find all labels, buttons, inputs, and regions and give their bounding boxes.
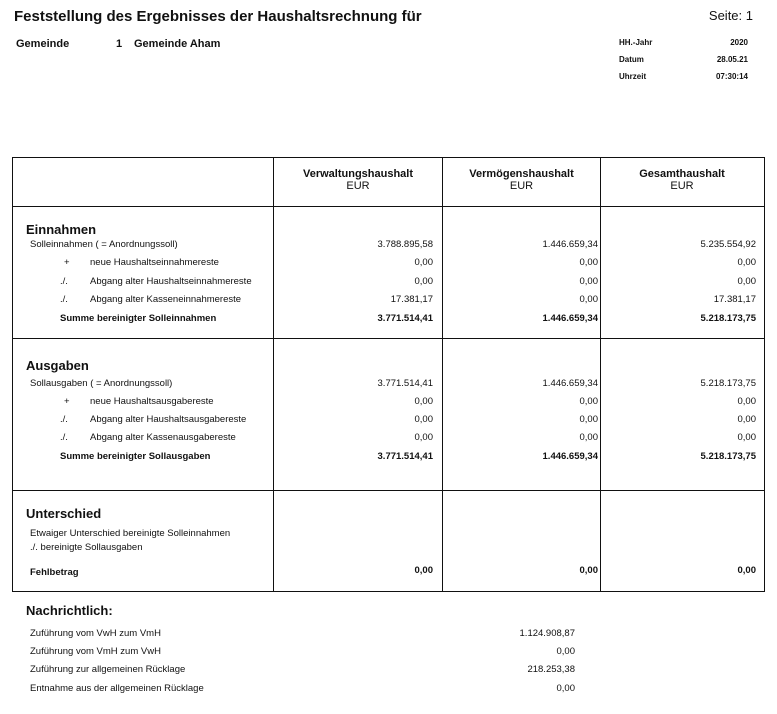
value-cell: 1.446.659,34 xyxy=(542,378,598,389)
meta-value-year: 2020 xyxy=(730,38,748,47)
row-prefix: + xyxy=(64,396,70,407)
value-cell: 0,00 xyxy=(414,432,433,443)
value-cell: 17.381,17 xyxy=(713,294,756,305)
column-unit: EUR xyxy=(670,180,694,192)
column-unit: EUR xyxy=(509,180,534,192)
value-cell: 5.218.173,75 xyxy=(700,378,756,389)
row-label: neue Haushaltseinnahmereste xyxy=(90,257,219,268)
row-label: Abgang alter Kasseneinnahmereste xyxy=(90,294,242,305)
row-prefix: ./. xyxy=(60,432,68,443)
value-cell: 0,00 xyxy=(579,276,598,287)
unterschied-text: ./. bereinigte Sollausgaben xyxy=(30,542,143,553)
row-prefix: ./. xyxy=(60,414,68,425)
gemeinde-number: 1 xyxy=(116,38,123,50)
column-header-verwaltung xyxy=(274,168,442,192)
row-label: Abgang alter Haushaltseinnahmereste xyxy=(90,276,252,287)
page-title: Feststellung des Ergebnisses der Haushaltsrechnung für xyxy=(14,8,422,25)
column-title: Gesamthaushalt xyxy=(639,168,725,180)
note-value: 0,00 xyxy=(556,683,575,694)
sum-label: Summe bereinigter Sollausgaben xyxy=(60,451,211,462)
value-cell: 0,00 xyxy=(579,414,598,425)
meta-label-time: Uhrzeit xyxy=(619,72,647,81)
row-label: Abgang alter Haushaltsausgabereste xyxy=(90,414,247,425)
value-cell: 17.381,17 xyxy=(390,294,433,305)
value-cell: 0,00 xyxy=(737,414,756,425)
value-cell: 3.771.514,41 xyxy=(377,378,433,389)
row-divider xyxy=(12,206,764,207)
value-cell: 0,00 xyxy=(737,432,756,443)
column-unit: EUR xyxy=(346,180,370,192)
column-title: Verwaltungshaushalt xyxy=(302,168,414,180)
value-cell: 0,00 xyxy=(414,257,433,268)
column-divider xyxy=(273,157,274,591)
row-divider xyxy=(12,490,764,491)
column-header-gesamt xyxy=(601,168,763,192)
note-value: 1.124.908,87 xyxy=(519,628,575,639)
value-cell: 0,00 xyxy=(414,414,433,425)
sum-value: 1.446.659,34 xyxy=(542,451,598,462)
value-cell: 0,00 xyxy=(579,432,598,443)
value-cell: 0,00 xyxy=(414,276,433,287)
column-divider xyxy=(442,157,443,591)
value-cell: 1.446.659,34 xyxy=(542,239,598,250)
sum-value: 5.218.173,75 xyxy=(700,451,756,462)
note-value: 218.253,38 xyxy=(527,664,575,675)
note-label: Zuführung vom VmH zum VwH xyxy=(30,646,161,657)
value-cell: 0,00 xyxy=(737,276,756,287)
page-number: Seite: 1 xyxy=(708,8,753,23)
row-prefix: ./. xyxy=(60,294,68,305)
note-label: Zuführung zur allgemeinen Rücklage xyxy=(30,664,186,675)
row-label: neue Haushaltsausgabereste xyxy=(90,396,214,407)
meta-label-year: HH.-Jahr xyxy=(619,38,653,47)
note-value: 0,00 xyxy=(556,646,575,657)
fehlbetrag-label: Fehlbetrag xyxy=(30,567,79,578)
value-cell: 3.788.895,58 xyxy=(377,239,433,250)
section-heading-unterschied: Unterschied xyxy=(26,506,102,521)
row-label: Sollausgaben ( = Anordnungssoll) xyxy=(30,378,173,389)
note-label: Entnahme aus der allgemeinen Rücklage xyxy=(30,683,204,694)
row-label: Solleinnahmen ( = Anordnungssoll) xyxy=(30,239,178,250)
section-heading-einnahmen: Einnahmen xyxy=(26,222,97,237)
value-cell: 0,00 xyxy=(579,257,598,268)
value-cell: 0,00 xyxy=(737,396,756,407)
row-prefix: ./. xyxy=(60,276,68,287)
section-heading-ausgaben: Ausgaben xyxy=(26,358,89,373)
sum-value: 3.771.514,41 xyxy=(377,313,433,324)
sum-value: 1.446.659,34 xyxy=(542,313,598,324)
fehlbetrag-value: 0,00 xyxy=(414,565,433,576)
fehlbetrag-value: 0,00 xyxy=(737,565,756,576)
value-cell: 5.235.554,92 xyxy=(700,239,756,250)
sum-label: Summe bereinigter Solleinnahmen xyxy=(60,313,217,324)
meta-value-time: 07:30:14 xyxy=(715,72,748,81)
row-divider xyxy=(12,338,764,339)
value-cell: 0,00 xyxy=(579,396,598,407)
column-title: Vermögenshaushalt xyxy=(469,168,574,180)
gemeinde-label: Gemeinde xyxy=(16,38,70,50)
value-cell: 0,00 xyxy=(737,257,756,268)
column-header-vermoegen xyxy=(443,168,600,192)
sum-value: 5.218.173,75 xyxy=(700,313,756,324)
unterschied-text: Etwaiger Unterschied bereinigte Solleinnahmen xyxy=(30,528,231,539)
value-cell: 0,00 xyxy=(579,294,598,305)
meta-label-date: Datum xyxy=(619,55,644,64)
fehlbetrag-value: 0,00 xyxy=(579,565,598,576)
column-divider xyxy=(600,157,601,591)
result-table xyxy=(12,157,765,592)
row-prefix: + xyxy=(64,257,70,268)
row-label: Abgang alter Kassenausgabereste xyxy=(90,432,236,443)
meta-value-date: 28.05.21 xyxy=(716,55,748,64)
value-cell: 0,00 xyxy=(414,396,433,407)
section-heading-nachrichtlich: Nachrichtlich: xyxy=(26,603,113,618)
sum-value: 3.771.514,41 xyxy=(377,451,433,462)
gemeinde-name: Gemeinde Aham xyxy=(134,38,221,50)
note-label: Zuführung vom VwH zum VmH xyxy=(30,628,161,639)
